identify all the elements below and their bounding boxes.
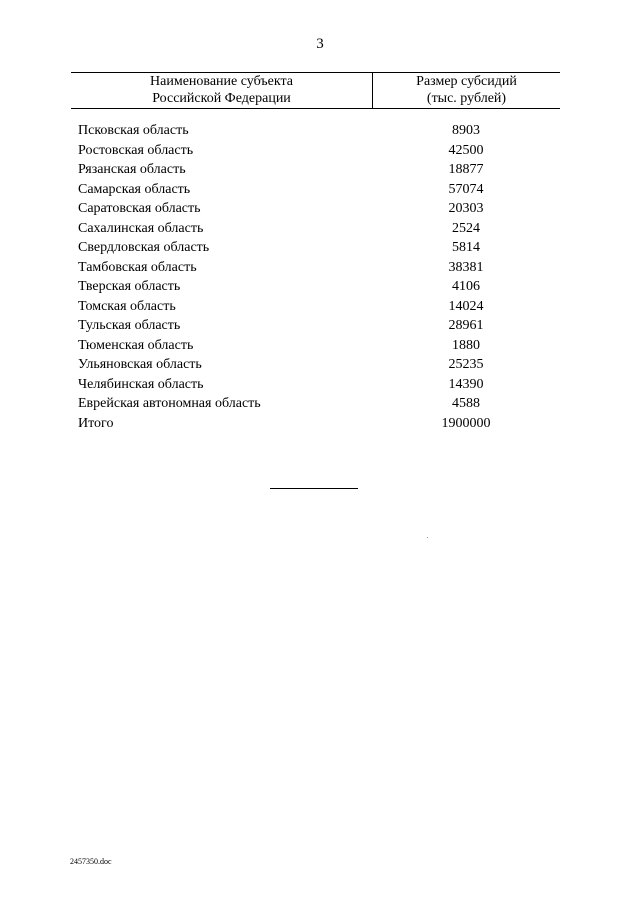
header-region-name (71, 73, 372, 107)
table-row (78, 316, 558, 336)
subsidy-value: 20303 (448, 201, 484, 216)
region-name: Тюменская область (78, 337, 194, 353)
table-row (78, 121, 558, 141)
region-name: Свердловская область (78, 240, 210, 255)
page-number: 3 (316, 36, 324, 52)
region-name: Псковская область (78, 123, 189, 138)
table-row (78, 258, 558, 278)
subsidy-value: 4106 (452, 279, 480, 294)
scan-speck (427, 537, 428, 538)
table-row (78, 141, 558, 161)
table-row (78, 180, 558, 200)
region-name: Саратовская область (78, 201, 201, 216)
region-name: Тверская область (78, 279, 181, 294)
subsidy-value: 28961 (448, 318, 484, 333)
table-header-bottom-rule (71, 108, 560, 109)
subsidy-value: 14390 (448, 376, 484, 392)
table-body (78, 121, 558, 433)
subsidy-value: 14024 (448, 298, 484, 314)
region-name: Самарская область (78, 181, 191, 197)
table-row (78, 375, 558, 395)
header-region-name-line1: Наименование субъекта (150, 74, 293, 89)
table-row (78, 355, 558, 375)
table-row (78, 219, 558, 239)
table-row (78, 160, 558, 180)
table-row (78, 297, 558, 317)
table-row (78, 238, 558, 258)
region-name: Сахалинская область (78, 220, 204, 236)
region-name: Челябинская область (78, 376, 204, 392)
footer-filename: 2457350.doc (70, 857, 112, 866)
subsidy-value: 38381 (448, 259, 484, 275)
header-region-name-line2: Российской Федерации (152, 91, 291, 106)
subsidy-value: 2524 (452, 220, 480, 236)
subsidy-value: 25235 (448, 357, 484, 372)
end-of-table-rule (270, 488, 358, 489)
subsidy-value: 1900000 (441, 415, 491, 431)
region-name: Томская область (78, 298, 176, 314)
subsidy-value: 1880 (452, 337, 480, 353)
header-subsidy-amount-line2: (тыс. рублей) (426, 91, 507, 106)
region-name: Еврейская автономная область (78, 396, 261, 411)
region-name: Ульяновская область (78, 357, 202, 372)
table-row (78, 394, 558, 414)
subsidy-value: 5814 (452, 240, 480, 255)
table-row (78, 336, 558, 356)
subsidy-value: 42500 (448, 142, 484, 158)
table-row (78, 414, 558, 434)
region-name: Рязанская область (78, 162, 186, 177)
region-name: Тульская область (78, 318, 181, 333)
subsidy-value: 8903 (452, 123, 480, 138)
header-subsidy-amount-line1: Размер субсидий (416, 74, 517, 89)
subsidy-value: 57074 (448, 181, 484, 197)
subsidy-value: 18877 (448, 162, 484, 177)
table-row (78, 199, 558, 219)
subsidy-value: 4588 (452, 396, 480, 411)
region-name: Итого (78, 415, 114, 431)
region-name: Ростовская область (78, 142, 194, 158)
region-name: Тамбовская область (78, 259, 197, 275)
table-row (78, 277, 558, 297)
header-subsidy-amount (373, 73, 560, 107)
